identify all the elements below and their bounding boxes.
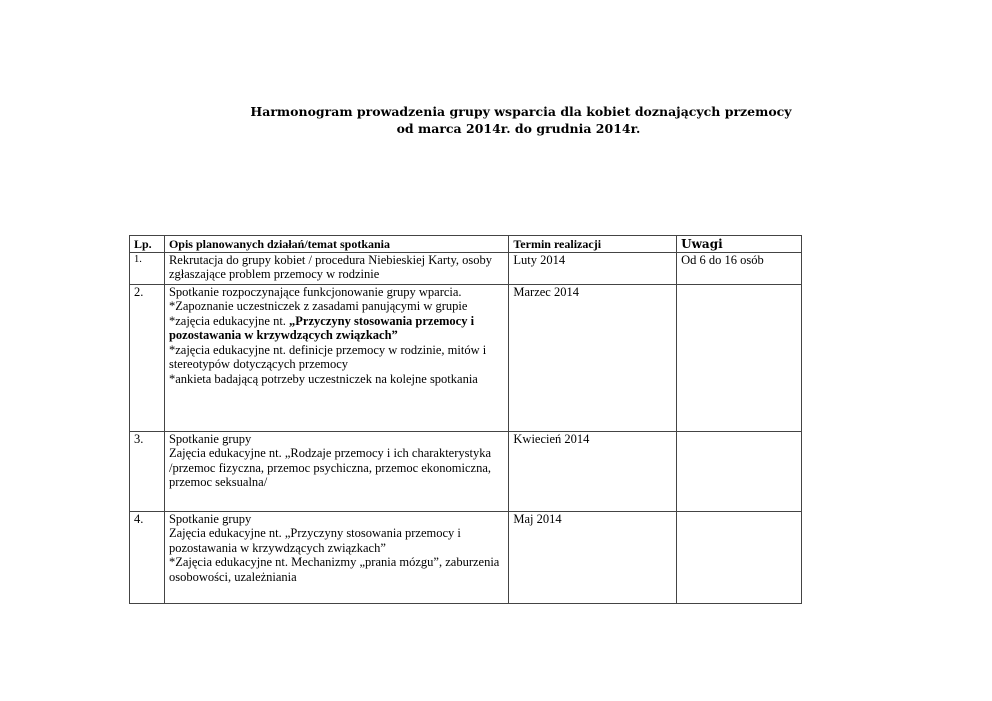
- opis-text: Rekrutacja do grupy kobiet / procedura Niebieskiej Karty, osoby zgłaszające problem przemocy w rodzinie: [168, 252, 493, 281]
- opis-text: Spotkanie grupy: [168, 431, 252, 446]
- row-uwagi: [677, 431, 802, 511]
- row-termin: Luty 2014: [509, 252, 677, 284]
- opis-bold-topic: „Przyczyny stosowania przemocy i pozostawania w krzywdzących związkach”: [168, 313, 475, 342]
- opis-text: [169, 314, 504, 343]
- opis-text: Spotkanie grupy: [168, 511, 252, 526]
- opis-text: *Zapoznanie uczestniczek z zasadami panującymi w grupie: [168, 299, 468, 313]
- header-termin: Termin realizacji: [509, 236, 677, 253]
- row-opis: [164, 431, 508, 511]
- opis-text: *Zajęcia edukacyjne nt. Mechanizmy „prania mózgu”, zaburzenia osobowości, uzależniania: [168, 555, 500, 584]
- table-row: [130, 252, 802, 284]
- title-line-1: Harmonogram prowadzenia grupy wsparcia dla kobiet doznających przemocy: [250, 104, 792, 119]
- table-row: [130, 431, 802, 511]
- row-lp: 3.: [130, 431, 165, 511]
- row-termin: Kwiecień 2014: [509, 431, 677, 511]
- row-opis: [164, 284, 508, 431]
- table-row: [130, 511, 802, 603]
- header-opis: Opis planowanych działań/temat spotkania: [164, 236, 508, 253]
- header-lp: Lp.: [130, 236, 165, 253]
- title-line-2: od marca 2014r. do grudnia 2014r.: [396, 121, 641, 136]
- opis-text-part: *zajęcia edukacyjne nt.: [168, 313, 290, 328]
- row-lp: 4.: [130, 511, 165, 603]
- row-uwagi: [677, 284, 802, 431]
- row-lp: 1.: [130, 252, 165, 284]
- row-termin: Maj 2014: [509, 511, 677, 603]
- row-opis: [164, 252, 508, 284]
- row-uwagi: [677, 511, 802, 603]
- row-lp: 2.: [130, 284, 165, 431]
- opis-text: *zajęcia edukacyjne nt. definicje przemocy w rodzinie, mitów i stereotypów dotyczących przemocy: [168, 342, 487, 371]
- opis-text: Spotkanie rozpoczynające funkcjonowanie grupy wparcia.: [168, 284, 462, 299]
- table-header-row: [130, 236, 802, 253]
- schedule-table: [129, 235, 802, 604]
- document-title: [0, 103, 992, 137]
- opis-text: Zajęcia edukacyjne nt. „Rodzaje przemocy i ich charakterystyka /przemoc fizyczna, przemoc psychiczna, przemoc ekonomiczna, przemoc seksualna/: [168, 446, 492, 489]
- row-termin: Marzec 2014: [509, 284, 677, 431]
- row-uwagi: Od 6 do 16 osób: [677, 252, 802, 284]
- opis-text: *ankieta badającą potrzeby uczestniczek na kolejne spotkania: [168, 371, 478, 386]
- opis-text: Zajęcia edukacyjne nt. „Przyczyny stosowania przemocy i pozostawania w krzywdzących związkach”: [168, 526, 461, 555]
- table-row: [130, 284, 802, 431]
- row-opis: [164, 511, 508, 603]
- header-uwagi: Uwagi: [677, 236, 802, 253]
